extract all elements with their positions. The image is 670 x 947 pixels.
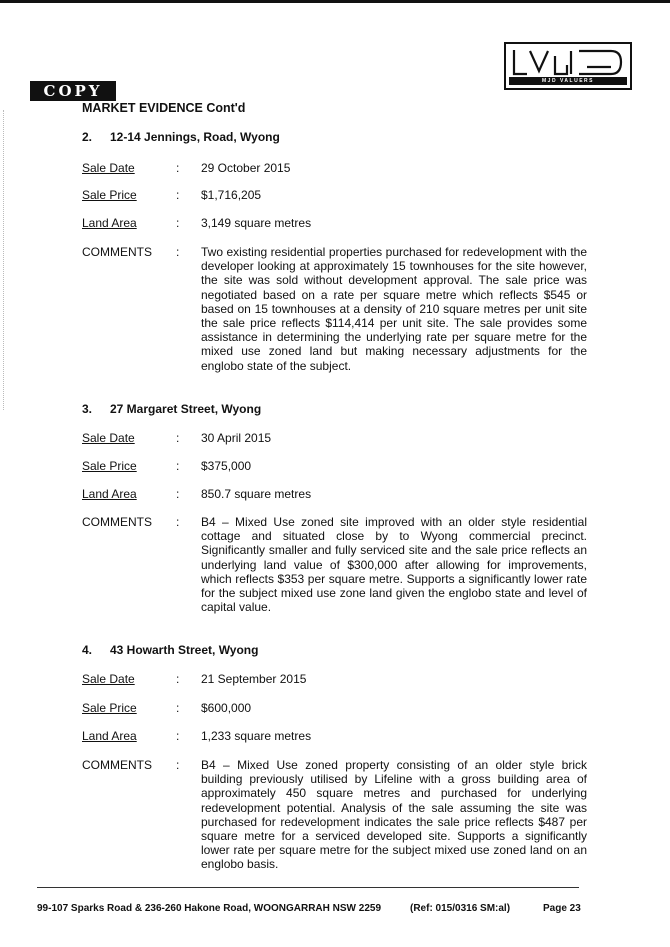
scan-margin-marks <box>3 110 5 410</box>
sale-price-label: Sale Price <box>82 188 137 202</box>
land-area-label: Land Area <box>82 487 137 501</box>
mjd-logo-mark-icon <box>511 47 625 78</box>
sale-price-value: $1,716,205 <box>201 188 262 202</box>
comments-text: B4 – Mixed Use zoned property consisting of an older style brick building previously utilised by Lifeline with a gross building area of approximately 450 square metres and purchased for underlying redevelopment potential. Analysis of the sale assuming the site was purchased for redevelopment indicates the sale price reflects $487 per square metre for a serviced developed site. Supports a significantly lower rate per square metre for the subject mixed use zoned land on an englobo basis. <box>201 758 587 872</box>
sale-price-label: Sale Price <box>82 701 137 715</box>
comments-text: B4 – Mixed Use zoned site improved with an older style residential cottage and situated close by to Wyong commercial precinct. Significantly smaller and fully serviced site and the sale price reflects an underlying land value of $300,000 after allowing for improvements, which reflects $353 per square metre. Supports a significantly lower rate for the subject mixed use zone land given the englobo state and level of capital value. <box>201 515 587 615</box>
sale-entry-2 <box>82 130 592 373</box>
separator: : <box>176 161 180 175</box>
separator: : <box>176 515 180 529</box>
sale-entry-3 <box>82 402 592 615</box>
separator: : <box>176 672 180 686</box>
sale-date-label: Sale Date <box>82 161 135 175</box>
comments-label: COMMENTS <box>82 515 152 529</box>
sale-date-label: Sale Date <box>82 431 135 445</box>
separator: : <box>176 216 180 230</box>
sale-price-value: $600,000 <box>201 701 252 715</box>
sale-price-label: Sale Price <box>82 459 137 473</box>
sale-title <box>82 643 592 659</box>
land-area-value: 3,149 square metres <box>201 216 312 230</box>
sale-date-value: 30 April 2015 <box>201 431 272 445</box>
sale-date-value: 21 September 2015 <box>201 672 307 686</box>
land-area-value: 1,233 square metres <box>201 729 312 743</box>
sale-number: 4. <box>82 643 93 657</box>
sale-number: 3. <box>82 402 93 416</box>
comments-label: COMMENTS <box>82 245 152 259</box>
mjd-logo <box>504 42 632 90</box>
sale-price-value: $375,000 <box>201 459 252 473</box>
sale-address: 27 Margaret Street, Wyong <box>110 402 262 416</box>
footer-divider <box>37 887 579 888</box>
separator: : <box>176 701 180 715</box>
land-area-value: 850.7 square metres <box>201 487 312 501</box>
separator: : <box>176 729 180 743</box>
copy-stamp: COPY <box>30 81 116 101</box>
page-heading: MARKET EVIDENCE Cont'd <box>82 101 246 115</box>
separator: : <box>176 758 180 772</box>
sale-date-label: Sale Date <box>82 672 135 686</box>
sale-title <box>82 402 592 418</box>
separator: : <box>176 459 180 473</box>
sale-address: 12-14 Jennings, Road, Wyong <box>110 130 280 144</box>
sale-number: 2. <box>82 130 93 144</box>
page-number: Page 23 <box>543 903 581 914</box>
footer-reference: (Ref: 015/0316 SM:al) <box>410 903 511 914</box>
comments-text: Two existing residential properties purchased for redevelopment with the developer looking at approximately 15 townhouses for the site however, the site was sold without development approval. The sale price was negotiated based on a rate per square metre which reflects $545 or based on 15 townhouses at a density of 210 square metres per unit site the sale price reflects $114,414 per unit site. The sale provides some assistance in determining the underlying rate per square metre for the mixed use zoned land but making necessary adjustments for the englobo state of the subject. <box>201 245 587 373</box>
separator: : <box>176 487 180 501</box>
footer-address: 99-107 Sparks Road & 236-260 Hakone Road, WOONGARRAH NSW 2259 <box>37 903 381 914</box>
sale-date-value: 29 October 2015 <box>201 161 291 175</box>
separator: : <box>176 245 180 259</box>
sale-entry-4 <box>82 643 592 872</box>
comments-label: COMMENTS <box>82 758 152 772</box>
land-area-label: Land Area <box>82 729 137 743</box>
land-area-label: Land Area <box>82 216 137 230</box>
separator: : <box>176 431 180 445</box>
logo-tagline: MJD VALUERS <box>509 77 627 85</box>
separator: : <box>176 188 180 202</box>
sale-address: 43 Howarth Street, Wyong <box>110 643 259 657</box>
sale-title <box>82 130 592 146</box>
top-border-line <box>0 0 670 3</box>
